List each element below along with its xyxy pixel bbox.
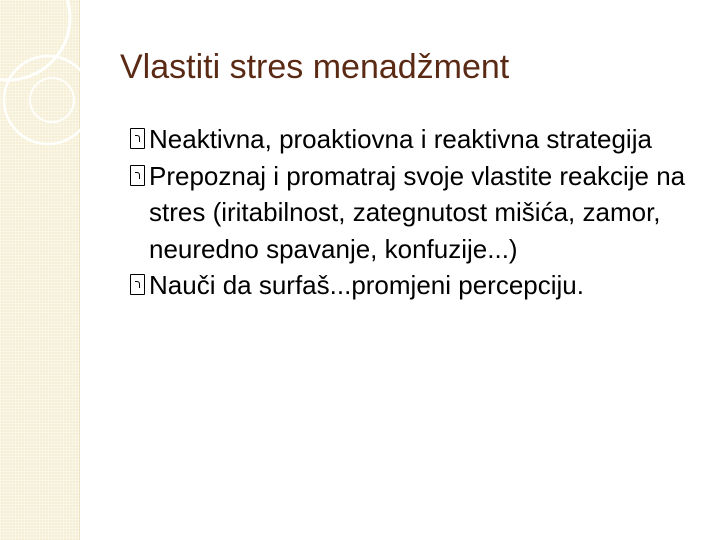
bullet-text: Prepoznaj i promatraj svoje vlastite reakcije na stres (iritabilnost, zategnutost mišića, zamor, neuredno spavanje, konfuzije...): [149, 160, 686, 264]
bullet-item: [130, 158, 700, 268]
slide-title: Vlastiti stres menadžment: [120, 48, 510, 86]
bullet-item: [130, 121, 700, 158]
bullet-text: Neaktivna, proaktiovna i reaktivna strategija: [149, 124, 652, 154]
bullet-list: [130, 121, 700, 304]
missing-glyph-box-icon: [130, 165, 145, 186]
missing-glyph-box-icon: [130, 274, 145, 295]
decor-ring-medium: [4, 56, 92, 144]
decor-ring-large: [0, 0, 70, 80]
bullet-text: Nauči da surfaš...promjeni percepciju.: [149, 270, 584, 300]
missing-glyph-box-icon: [130, 128, 145, 149]
bullet-item: [130, 267, 700, 304]
decor-ring-small: [30, 78, 74, 122]
